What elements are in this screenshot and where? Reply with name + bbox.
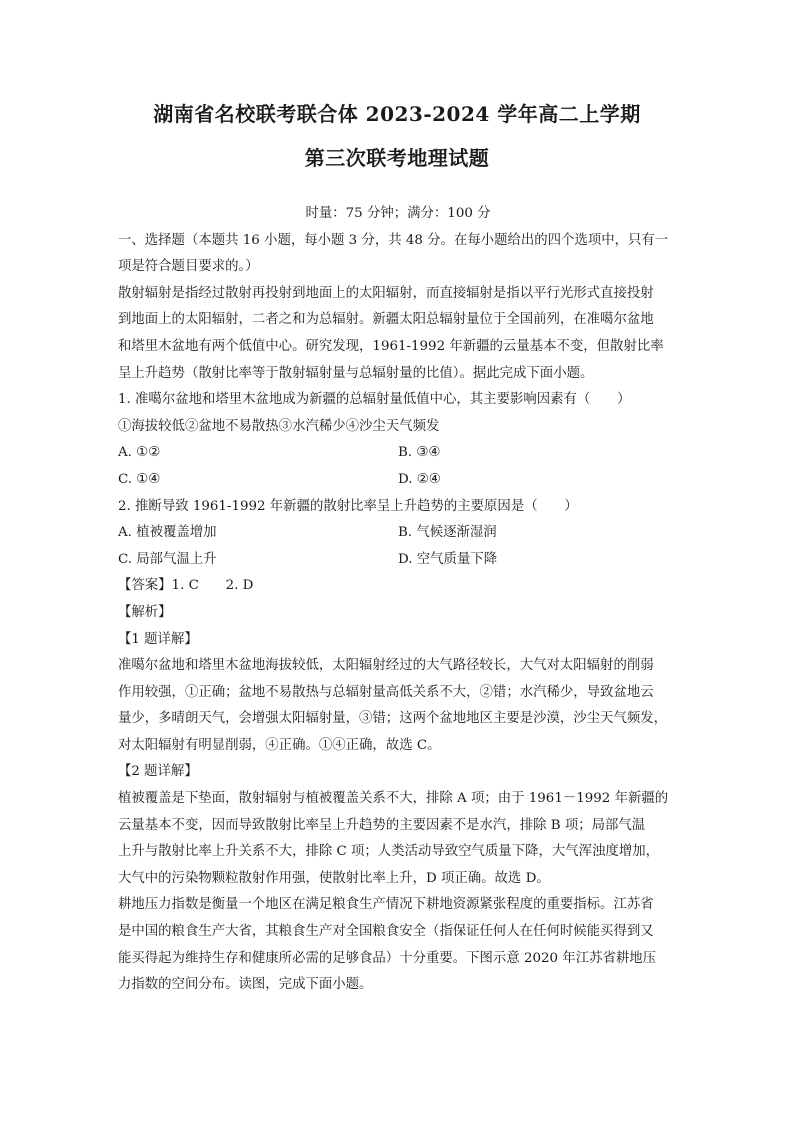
detail-2-line: 上升与散射比率上升关系不大，排除 C 项；人类活动导致空气质量下降，大气浑浊度增加， — [118, 844, 659, 860]
question-1-factors: ①海拔较低②盆地不易散热③水汽稀少④沙尘天气频发 — [118, 418, 440, 434]
detail-2-line: 云量基本不变，因而导致散射比率呈上升趋势的主要因素不是水汽，排除 B 项；局部气温 — [118, 817, 646, 833]
answer-line: 【答案】1. C 2. D — [118, 578, 254, 594]
passage-line: 能买得起为维持生存和健康所必需的足够食品）十分重要。下图示意 2020 年江苏省耕地压 — [118, 950, 657, 966]
option-c: C. 局部气温上升 — [118, 551, 217, 567]
option-c: C. ①④ — [118, 471, 161, 487]
section-instructions-line: 一、选择题（本题共 16 小题，每小题 3 分，共 48 分。在每小题给出的四个选项中，只有一 — [118, 232, 669, 248]
title-line-2: 第三次联考地理试题 — [304, 146, 490, 170]
detail-1-line: 准噶尔盆地和塔里木盆地海拔较低，太阳辐射经过的大气路径较长，大气对太阳辐射的削弱 — [118, 658, 654, 674]
section-instructions-line: 项是符合题目要求的。） — [118, 259, 259, 275]
detail-1-heading: 【1 题详解】 — [118, 631, 198, 647]
option-b: B. 气候逐渐湿润 — [398, 525, 497, 541]
time-score-info: 时量：75 分钟；满分：100 分 — [305, 206, 491, 221]
document-body — [118, 201, 678, 999]
detail-2-line: 大气中的污染物颗粒散射作用强，使散射比率上升，D 项正确。故选 D。 — [118, 870, 550, 886]
analysis-heading: 【解析】 — [118, 604, 172, 620]
title-line-1: 湖南省名校联考联合体 2023-2024 学年高二上学期 — [153, 102, 641, 126]
passage-line: 呈上升趋势（散射比率等于散射辐射量与总辐射量的比值）。据此完成下面小题。 — [118, 365, 594, 381]
passage-line: 是中国的粮食生产大省，其粮食生产对全国粮食安全（指保证任何人在任何时候能买得到又 — [118, 924, 654, 940]
question-2-stem: 2. 推断导致 1961-1992 年新疆的散射比率呈上升趋势的主要原因是（ ） — [118, 498, 578, 514]
option-d: D. ②④ — [398, 471, 441, 487]
passage-line: 散射辐射是指经过散射再投射到地面上的太阳辐射，而直接辐射是指以平行光形式直接投射 — [118, 285, 654, 301]
option-b: B. ③④ — [398, 445, 441, 461]
detail-1-line: 作用较强，①正确；盆地不易散热与总辐射量高低关系不大，②错；水汽稀少，导致盆地云 — [118, 684, 654, 700]
detail-1-line: 量少，多晴朗天气，会增强太阳辐射量，③错；这两个盆地地区主要是沙漠，沙尘天气频发， — [118, 711, 668, 727]
passage-line: 和塔里木盆地有两个低值中心。研究发现，1961-1992 年新疆的云量基本不变，但散射比率 — [118, 338, 664, 354]
detail-1-line: 对太阳辐射有明显削弱，④正确。①④正确，故选 C。 — [118, 737, 441, 753]
passage-line: 耕地压力指数是衡量一个地区在满足粮食生产情况下耕地资源紧张程度的重要指标。江苏省 — [118, 897, 654, 913]
question-2-options-row — [118, 520, 678, 547]
question-2-options-row — [118, 547, 678, 574]
detail-2-heading: 【2 题详解】 — [118, 764, 198, 780]
option-a: A. ①② — [118, 445, 161, 461]
question-1-options-row — [118, 467, 678, 494]
question-1-stem: 1. 准噶尔盆地和塔里木盆地成为新疆的总辐射量低值中心，其主要影响因素有（ ） — [118, 392, 631, 408]
option-a: A. 植被覆盖增加 — [118, 525, 217, 541]
detail-2-line: 植被覆盖是下垫面，散射辐射与植被覆盖关系不大，排除 A 项；由于 1961－1992 年新疆的 — [118, 791, 669, 807]
option-d: D. 空气质量下降 — [398, 551, 498, 567]
passage-line: 到地面上的太阳辐射，二者之和为总辐射。新疆太阳总辐射量位于全国前列，在准噶尔盆地 — [118, 312, 654, 328]
passage-line: 力指数的空间分布。读图，完成下面小题。 — [118, 977, 373, 993]
question-1-options-row — [118, 440, 678, 467]
